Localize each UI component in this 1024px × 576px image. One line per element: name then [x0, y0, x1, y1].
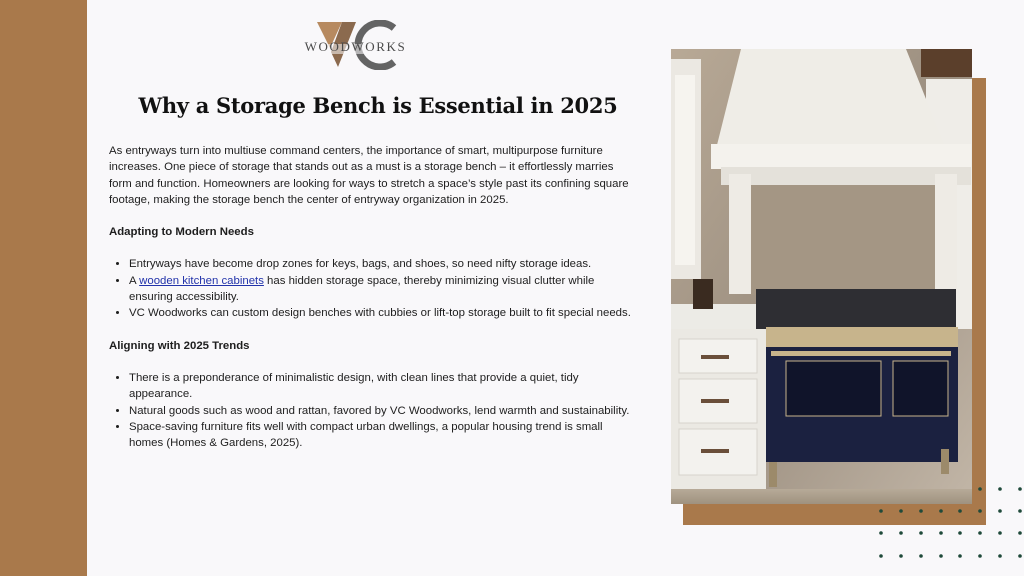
list-item [129, 419, 634, 452]
list-item-text: There is a preponderance of minimalistic design, with clean lines that provide a quiet, tidy appearance. [129, 371, 579, 401]
kitchen-range-photo [671, 49, 972, 504]
page-title: Why a Storage Bench is Essential in 2025 [138, 93, 618, 118]
section-heading-modern-needs: Adapting to Modern Needs [109, 226, 254, 239]
left-accent-bar [0, 0, 87, 576]
list-item-text-post: has hidden storage space, thereby minimizing visual clutter while ensuring accessibility. [129, 274, 595, 304]
list-item [129, 256, 634, 272]
list-item-text-pre: A [129, 274, 140, 287]
modern-needs-list [109, 256, 634, 321]
list-item [129, 273, 634, 306]
article-body [109, 143, 634, 451]
vc-woodworks-logo[interactable] [298, 20, 413, 70]
decorative-dot-grid [873, 482, 1024, 576]
trends-list [109, 370, 634, 451]
wooden-kitchen-cabinets-link[interactable]: wooden kitchen cabinets [139, 274, 264, 287]
list-item-text: Entryways have become drop zones for keys, bags, and shoes, so need nifty storage ideas. [129, 258, 592, 271]
list-item [129, 370, 634, 403]
list-item-text: Space-saving furniture fits well with compact urban dwellings, a popular housing trend is small homes (Homes & Gardens, 2025). [129, 420, 603, 450]
list-item [129, 403, 634, 419]
list-item [129, 305, 634, 321]
list-item-text: VC Woodworks can custom design benches with cubbies or lift-top storage built to fit special needs. [129, 307, 631, 320]
list-item-text: Natural goods such as wood and rattan, favored by VC Woodworks, lend warmth and sustainability. [129, 404, 630, 417]
intro-paragraph: As entryways turn into multiuse command centers, the importance of smart, multipurpose furniture increases. One piece of storage that stands out as a must is a storage bench – it effortlessly marries form and function. Homeowners are looking for ways to stretch a space’s style past its confining square footage, making the storage bench the center of entryway organization in 2025. [109, 145, 629, 206]
section-heading-2025-trends: Aligning with 2025 Trends [109, 339, 250, 352]
logo-wordmark: WOODWORKS [304, 39, 407, 54]
